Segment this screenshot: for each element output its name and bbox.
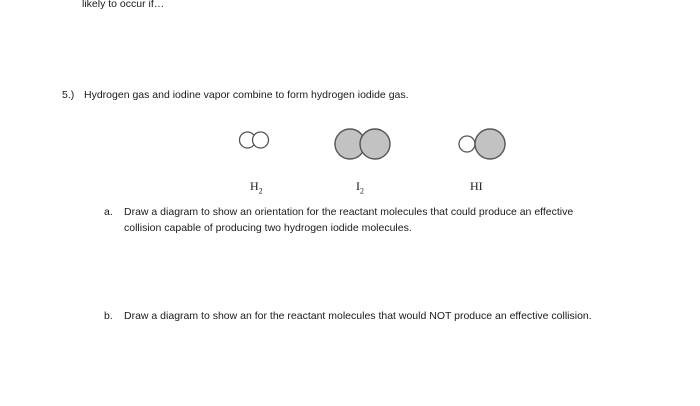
hi-label: HI (470, 179, 483, 193)
i2-molecule-diagram (332, 126, 398, 162)
hydrogen-atom (459, 136, 475, 152)
question-text: Hydrogen gas and iodine vapor combine to form hydrogen iodide gas. (84, 89, 409, 101)
item-a-marker: a. (104, 206, 113, 218)
iodine-atom (475, 129, 505, 159)
item-b-marker: b. (104, 310, 113, 322)
hi-molecule-diagram (454, 126, 514, 162)
item-a-text-line2: collision capable of producing two hydrogen iodide molecules. (124, 222, 412, 234)
iodine-atom (360, 129, 390, 159)
h2-molecule-diagram (238, 129, 274, 151)
i2-label: $I_2$ (356, 179, 364, 196)
question-number: 5.) (62, 89, 75, 101)
item-a-text-line1: Draw a diagram to show an orientation for the reactant molecules that could produce an effective (124, 206, 574, 218)
h2-label: $H_2$ (250, 179, 263, 196)
previous-question-fragment: likely to occur if… (82, 0, 165, 10)
item-b-text-line1: Draw a diagram to show an for the reactant molecules that would NOT produce an effective collision. (124, 310, 592, 322)
hydrogen-atom (253, 132, 269, 148)
